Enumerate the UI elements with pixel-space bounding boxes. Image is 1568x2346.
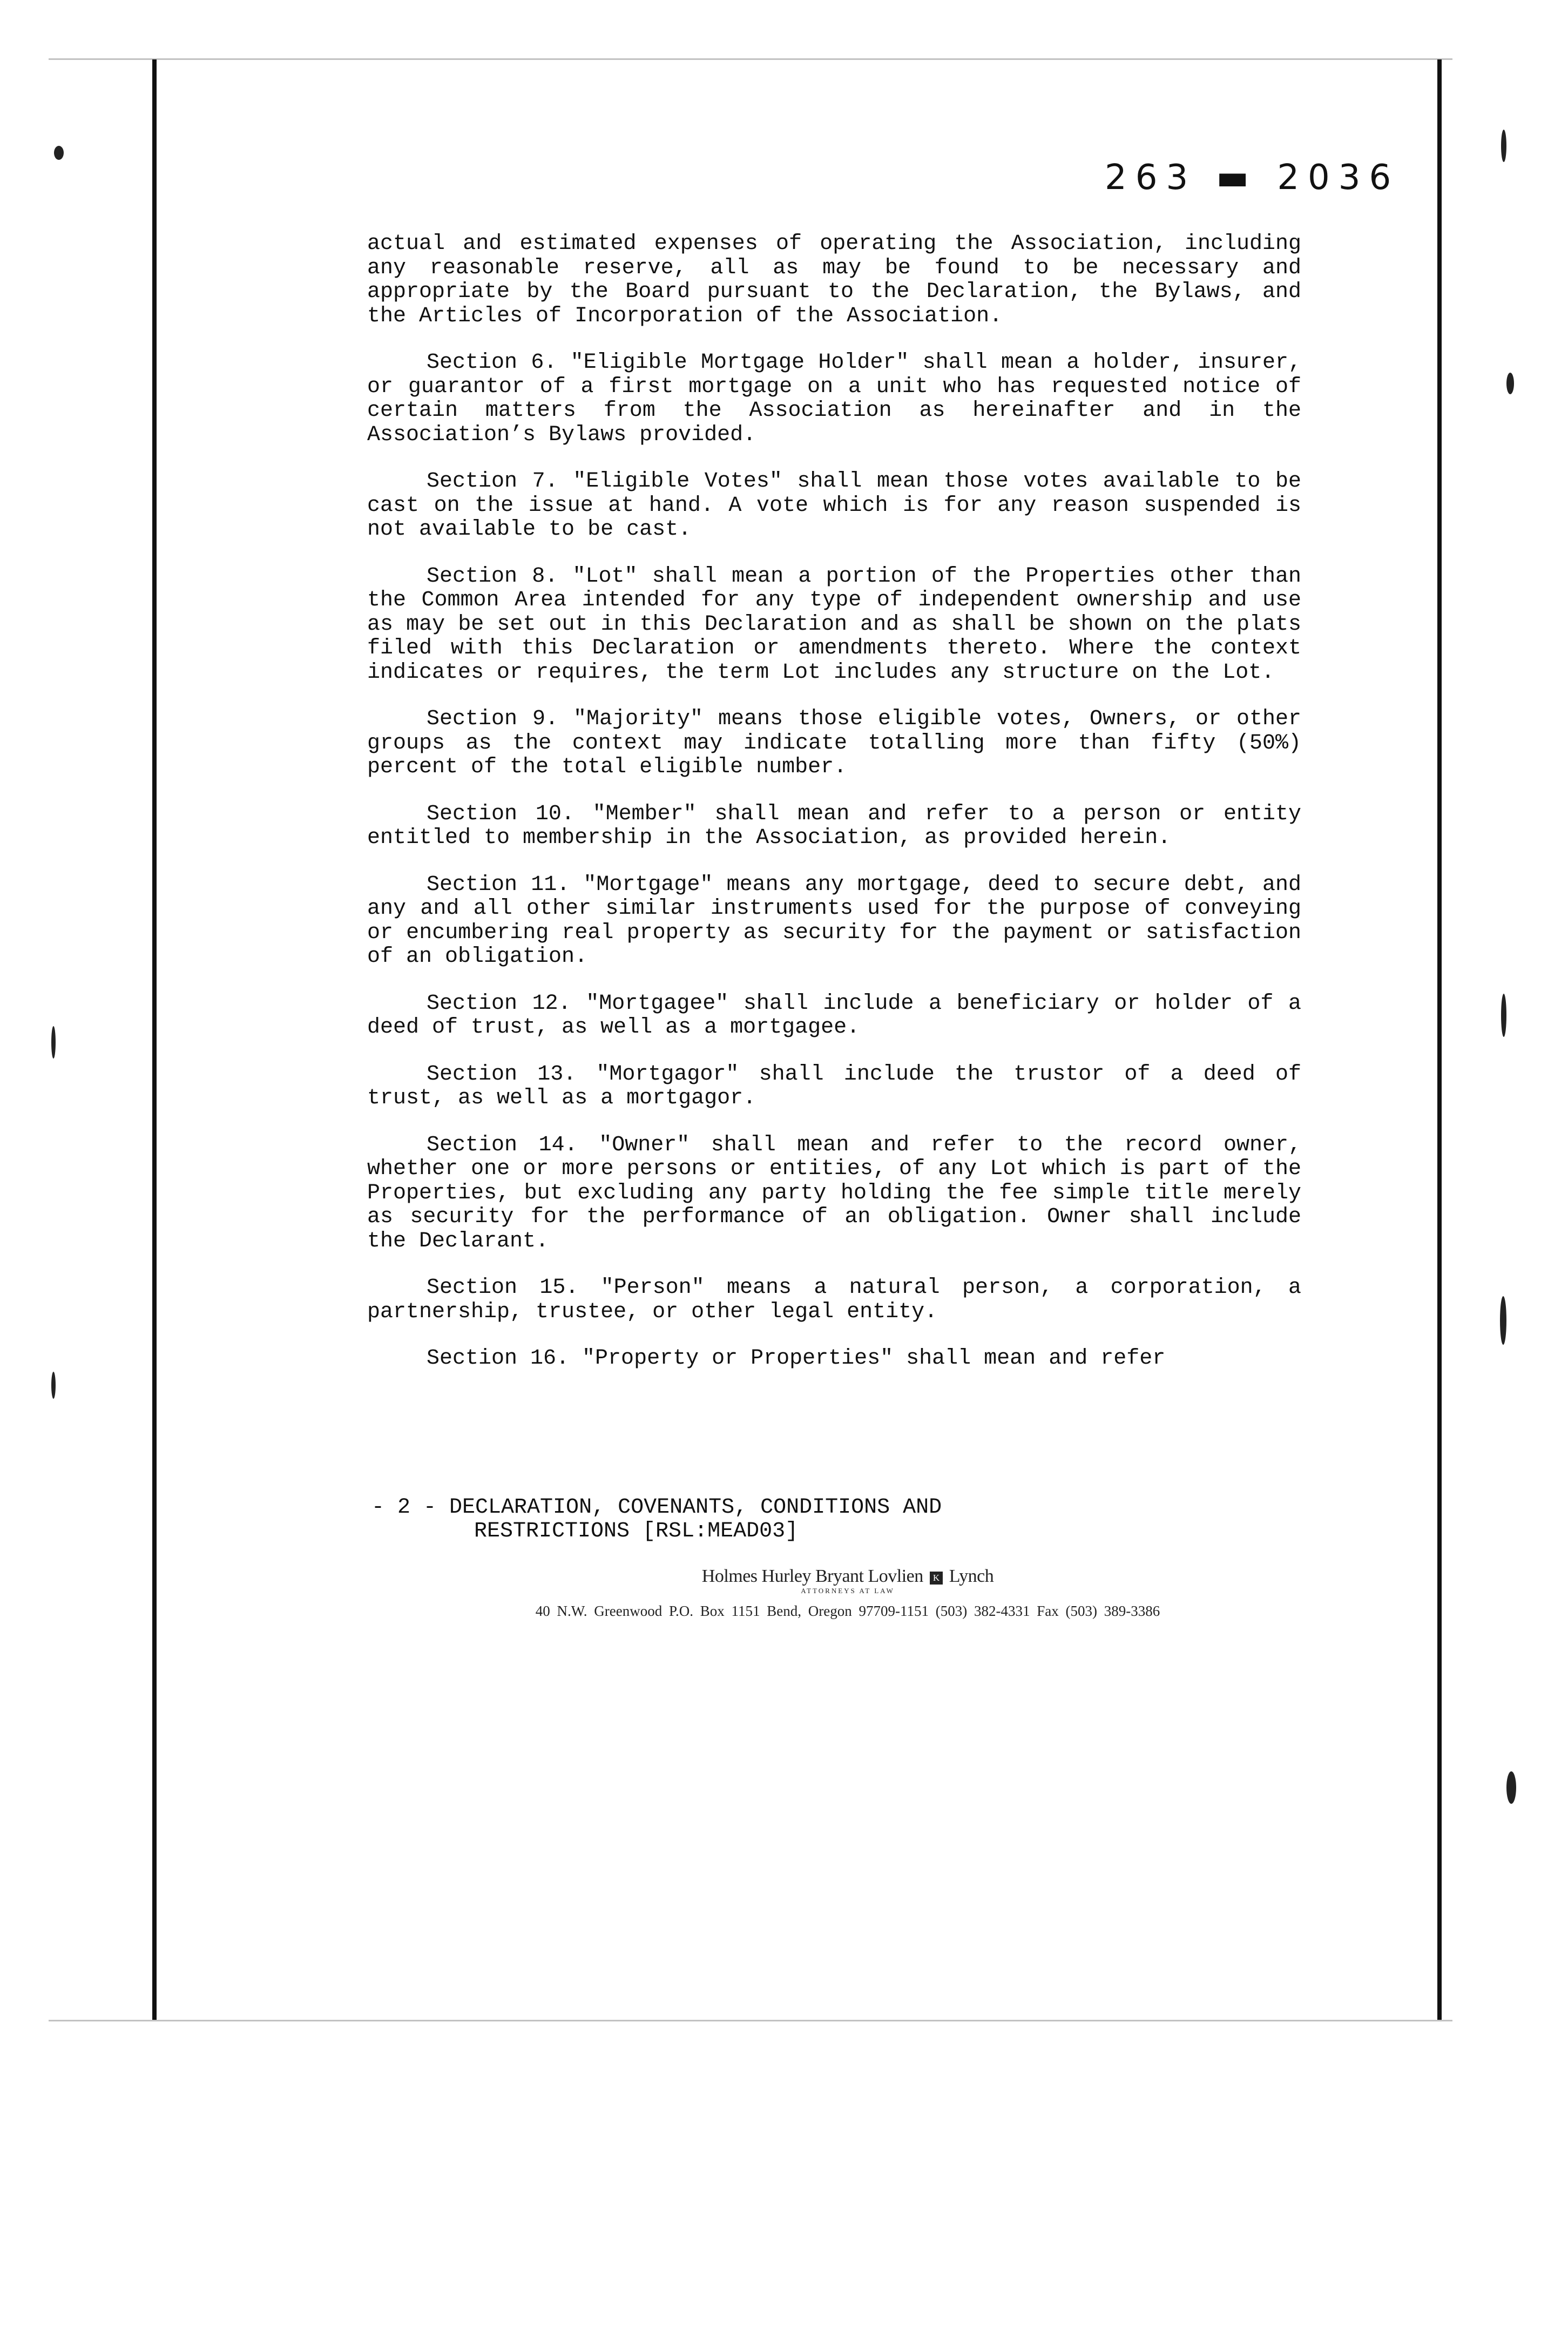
firm-name	[470, 1566, 1226, 1587]
footer-title-line-2: RESTRICTIONS [RSL:MEAD03]	[474, 1519, 799, 1543]
section-16-property: Section 16. "Property or Properties" shall mean and refer	[427, 1346, 1166, 1371]
scan-speck	[54, 146, 64, 160]
scan-border-left	[152, 59, 157, 2020]
firm-address: 40 N.W. Greenwood P.O. Box 1151 Bend, Oregon 97709-1151 (503) 382-4331 Fax (503) 389-3386	[535, 1603, 1160, 1619]
scan-speck	[1506, 373, 1514, 394]
scan-speck	[51, 1026, 56, 1059]
firm-logo-icon: K	[930, 1572, 943, 1585]
scan-speck	[51, 1372, 56, 1399]
section-6-eligible-mortgage-holder: Section 6. "Eligible Mortgage Holder" shall mean a holder, insurer, or guarantor of a first mortgage on a unit who has requested notice of certain matters from the Association as hereinafter and in the Association’s Bylaws provided.	[367, 350, 1301, 447]
page-number: 263 ▬ 2036	[1105, 158, 1400, 198]
section-11-mortgage: Section 11. "Mortgage" means any mortgage, deed to secure debt, and any and all other similar instruments used for the purpose of conveying or encumbering real property as security for the payment or satisfaction of an obligation.	[367, 872, 1301, 969]
section-8-lot: Section 8. "Lot" shall mean a portion of the Properties other than the Common Area intended for any type of independent ownership and use as may be set out in this Declaration and as shall be shown on the plats filed with this Declaration or amendments thereto. Where the context indicates or requires, the term Lot includes any structure on the Lot.	[367, 564, 1301, 685]
section-15-person: Section 15. "Person" means a natural person, a corporation, a partnership, trustee, or other legal entity.	[367, 1276, 1301, 1324]
firm-name-last-partner: Lynch	[949, 1566, 994, 1586]
scan-speck	[1500, 1296, 1506, 1345]
footer-title-line-1: - 2 - DECLARATION, COVENANTS, CONDITIONS AND	[371, 1495, 942, 1520]
firm-name-partners: Holmes Hurley Bryant Lovlien	[701, 1566, 923, 1586]
scan-edge-bottom	[49, 2020, 1452, 2021]
scan-speck	[1501, 994, 1506, 1037]
document-footer-title	[371, 1496, 942, 1543]
section-13-mortgagor: Section 13. "Mortgagor" shall include the trustor of a deed of trust, as well as a mortgagor.	[367, 1062, 1301, 1110]
section-12-mortgagee: Section 12. "Mortgagee" shall include a beneficiary or holder of a deed of trust, as well as a mortgagee.	[367, 991, 1301, 1040]
paragraph-expenses-continuation: actual and estimated expenses of operating the Association, including any reasonable reserve, all as may be found to be necessary and appropriate by the Board pursuant to the Declaration, the Bylaws, and the Articles of Incorporation of the Association.	[367, 232, 1301, 328]
section-14-owner: Section 14. "Owner" shall mean and refer to the record owner, whether one or more persons or entities, of any Lot which is part of the Properties, but excluding any party holding the fee simple title merely as security for the performance of an obligation. Owner shall include the Declarant.	[367, 1132, 1301, 1253]
firm-subtitle: ATTORNEYS AT LAW	[801, 1587, 895, 1595]
scan-speck	[1506, 1771, 1516, 1804]
scan-edge-top	[49, 58, 1452, 60]
law-firm-letterhead	[470, 1566, 1226, 1620]
scan-border-right	[1437, 59, 1442, 2020]
scan-speck	[1501, 130, 1506, 162]
section-9-majority: Section 9. "Majority" means those eligible votes, Owners, or other groups as the context may indicate totalling more than fifty (50%) percent of the total eligible number.	[367, 707, 1301, 779]
section-10-member: Section 10. "Member" shall mean and refer to a person or entity entitled to membership in the Association, as provided herein.	[367, 801, 1301, 850]
document-body	[367, 232, 1301, 1394]
section-7-eligible-votes: Section 7. "Eligible Votes" shall mean those votes available to be cast on the issue at hand. A vote which is for any reason suspended is not available to be cast.	[367, 469, 1301, 542]
